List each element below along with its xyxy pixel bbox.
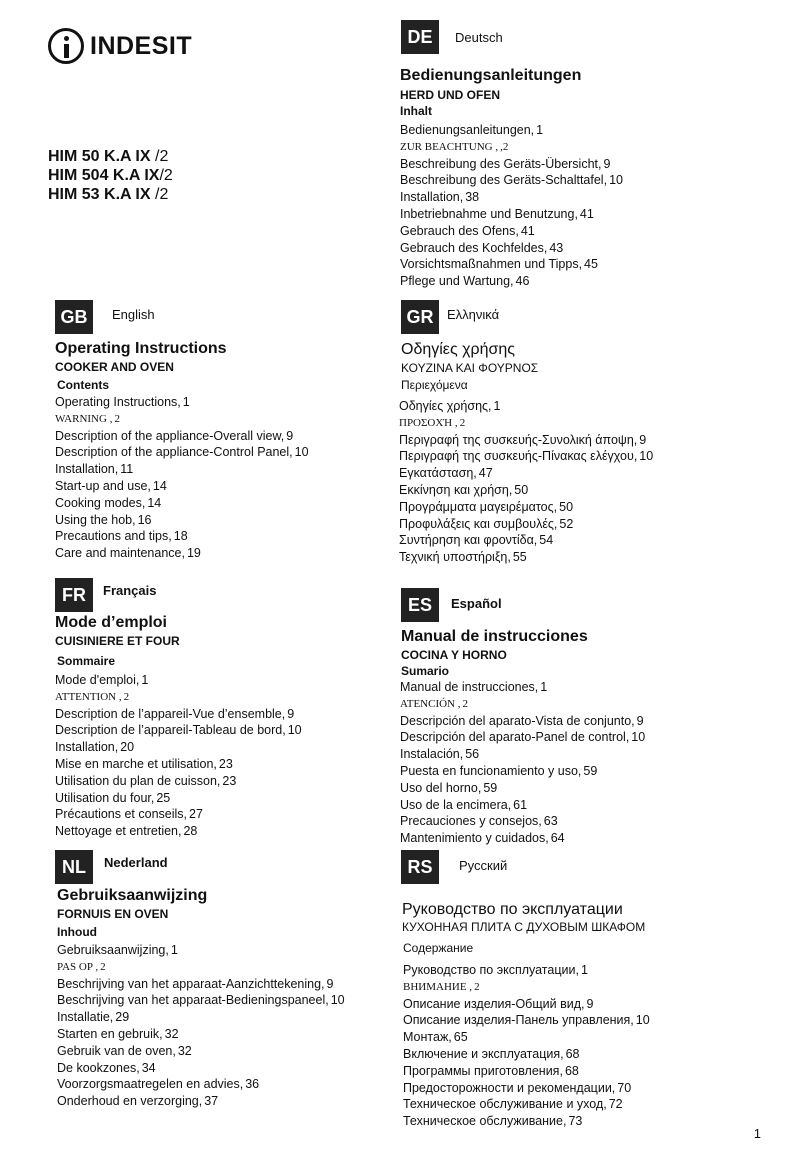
contents-item (55, 806, 302, 823)
item-label: Bedienungsanleitungen, (400, 123, 535, 137)
contents-item (57, 1060, 345, 1077)
contents-item (57, 1093, 345, 1110)
item-page-number: 28 (183, 824, 198, 839)
contents-item (55, 428, 309, 445)
contents-heading: Contents (57, 378, 109, 392)
item-page-number: 63 (543, 814, 558, 829)
item-label: Mise en marche et utilisation, (55, 756, 217, 771)
item-page-number: 59 (583, 763, 598, 778)
item-label: Onderhoud en verzorging, (57, 1094, 203, 1109)
item-page-number: 10 (294, 445, 309, 460)
item-label: Gebruiksaanwijzing, (57, 943, 169, 957)
item-label: Εγκατάσταση, (399, 466, 477, 481)
model-list (48, 147, 173, 204)
contents-item (400, 746, 645, 763)
item-page-number: 10 (639, 449, 654, 464)
item-page-number: 41 (520, 223, 535, 238)
contents-item (55, 528, 309, 545)
model-line: HIM 504 K.A IX/2 (48, 167, 173, 184)
contents-item (55, 689, 302, 706)
contents-item (55, 756, 302, 773)
item-page-number: 25 (156, 790, 171, 805)
item-page-number: 16 (137, 512, 152, 527)
language-name: Ελληνικά (447, 307, 500, 322)
contents-item (57, 942, 345, 959)
contents-item (400, 172, 623, 189)
contents-item (403, 1063, 650, 1080)
contents-item (55, 823, 302, 840)
contents-item (55, 512, 309, 529)
contents-item (57, 1076, 345, 1093)
item-page-number: 56 (465, 747, 480, 762)
item-label: Gebrauch des Kochfeldes, (400, 240, 548, 255)
section-subtitle: COOKER AND OVEN (55, 360, 174, 374)
item-page-number: 46 (515, 274, 530, 289)
item-page-number: 32 (177, 1043, 192, 1058)
item-page-number: 70 (617, 1080, 632, 1095)
item-label: Description de l’appareil-Vue d’ensemble, (55, 706, 286, 721)
item-page-number: 32 (164, 1026, 179, 1041)
contents-item (399, 398, 653, 415)
item-label: Pflege und Wartung, (400, 274, 514, 289)
item-label: Οδηγίες χρήσης, (399, 399, 492, 413)
item-label: Προφυλάξεις και συμβουλές, (399, 516, 558, 531)
contents-item (400, 729, 645, 746)
item-label: Mode d'emploi, (55, 673, 140, 687)
item-label: Precauciones y consejos, (400, 814, 542, 829)
item-page-number: 41 (579, 206, 594, 221)
contents-item (403, 996, 650, 1013)
item-label: Operating Instructions, (55, 395, 181, 409)
item-page-number: 9 (603, 156, 611, 171)
item-label: Предосторожности и рекомендации, (403, 1080, 616, 1095)
contents-item (400, 223, 623, 240)
language-code-badge: ES (401, 588, 439, 622)
item-label: Installatie, (57, 1010, 114, 1025)
contents-item (400, 763, 645, 780)
language-name: Français (103, 583, 157, 598)
contents-item (399, 415, 653, 432)
contents-item (403, 962, 650, 979)
contents-item (400, 240, 623, 257)
contents-item (55, 411, 309, 428)
model-line: HIM 50 K.A IX /2 (48, 148, 169, 165)
contents-heading: Inhalt (400, 104, 432, 118)
page-number: 1 (753, 1126, 761, 1141)
contents-item (400, 139, 623, 156)
item-label: Utilisation du plan de cuisson, (55, 773, 221, 788)
item-page-number: 1 (536, 123, 544, 137)
contents-item (57, 1009, 345, 1026)
item-label: ZUR BEACHTUNG , (400, 140, 499, 153)
item-label: Программы приготовления, (403, 1063, 563, 1078)
item-label: Précautions et conseils, (55, 807, 188, 822)
item-page-number: 2 (462, 697, 468, 710)
section-subtitle: CUISINIERE ET FOUR (55, 634, 180, 648)
contents-item (55, 706, 302, 723)
item-page-number: 64 (550, 831, 565, 846)
contents-item (399, 465, 653, 482)
item-page-number: 9 (586, 996, 594, 1011)
brand-name: INDESIT (90, 31, 193, 60)
section-title: Operating Instructions (55, 340, 227, 357)
contents-item (57, 976, 345, 993)
item-page-number: 50 (514, 482, 529, 497)
item-label: Puesta en funcionamiento y uso, (400, 763, 582, 778)
contents-item (400, 679, 645, 696)
item-page-number: 10 (609, 173, 623, 188)
item-label: WARNING , (55, 412, 113, 425)
item-page-number: 19 (186, 546, 201, 561)
contents-item (403, 1113, 650, 1130)
contents-item (55, 461, 309, 478)
item-label: Instalación, (400, 747, 464, 762)
contents-item (55, 672, 302, 689)
item-page-number: 65 (453, 1030, 468, 1045)
item-label: Beschrijving van het apparaat-Aanzichttekening, (57, 976, 325, 991)
item-label: Description of the appliance-Control Panel, (55, 445, 293, 460)
item-page-number: 9 (287, 706, 295, 721)
item-page-number: 50 (559, 499, 574, 514)
contents-item (399, 482, 653, 499)
item-label: Starten en gebruik, (57, 1026, 163, 1041)
contents-item (403, 1096, 650, 1113)
item-label: PAS OP , (57, 960, 99, 973)
item-page-number: 36 (245, 1077, 260, 1092)
item-label: Uso de la encimera, (400, 797, 512, 812)
item-page-number: 9 (639, 432, 647, 447)
item-label: Mantenimiento y cuidados, (400, 831, 549, 846)
item-page-number: 14 (147, 495, 162, 510)
item-page-number: 20 (120, 740, 135, 755)
item-page-number: 47 (478, 466, 493, 481)
item-page-number: 43 (549, 240, 564, 255)
contents-item (400, 813, 645, 830)
item-label: Περιγραφή της συσκευής-Συνολική άποψη, (399, 432, 638, 447)
item-label: Руководство по эксплуатации, (403, 963, 579, 977)
item-label: Utilisation du four, (55, 790, 155, 805)
indesit-logo-icon (48, 28, 84, 64)
contents-list (399, 398, 653, 566)
item-label: Beschrijving van het apparaat-Bedieningspaneel, (57, 993, 329, 1008)
item-page-number: 61 (513, 797, 528, 812)
brand-logo (48, 28, 192, 64)
section-title: Οδηγίες χρήσης (401, 341, 515, 358)
item-page-number: 37 (204, 1094, 219, 1109)
contents-heading: Inhoud (57, 925, 97, 939)
contents-item (57, 992, 345, 1009)
item-page-number: 1 (580, 963, 588, 977)
item-page-number: 55 (512, 550, 527, 565)
item-page-number: 23 (222, 773, 237, 788)
item-label: Описание изделия-Общий вид, (403, 996, 585, 1011)
item-page-number: 2 (114, 412, 120, 425)
contents-list (400, 679, 645, 847)
item-page-number: 59 (483, 780, 498, 795)
item-page-number: 73 (568, 1114, 583, 1129)
item-page-number: 9 (326, 976, 334, 991)
item-page-number: 54 (539, 533, 554, 548)
section-subtitle: FORNUIS EN OVEN (57, 907, 169, 921)
item-page-number: 68 (565, 1046, 580, 1061)
contents-item (400, 156, 623, 173)
contents-item (57, 1043, 345, 1060)
item-page-number: 2 (474, 980, 480, 993)
item-label: Περιγραφή της συσκευής-Πίνακας ελέγχου, (399, 449, 638, 464)
contents-item (400, 713, 645, 730)
item-label: Descripción del aparato-Vista de conjunto, (400, 713, 635, 728)
item-label: Using the hob, (55, 512, 136, 527)
item-label: ΠΡΟΣΟΧΉ , (399, 416, 458, 429)
item-label: Voorzorgsmaatregelen en advies, (57, 1077, 244, 1092)
contents-item (400, 122, 623, 139)
item-label: Техническое обслуживание и уход, (403, 1097, 607, 1112)
contents-item (400, 696, 645, 713)
item-label: Inbetriebnahme und Benutzung, (400, 206, 578, 221)
item-page-number: 14 (152, 478, 167, 493)
item-page-number: 10 (631, 730, 646, 745)
item-label: Προγράμματα μαγειρέματος, (399, 499, 558, 514)
language-code-badge: NL (55, 850, 93, 884)
contents-item (55, 773, 302, 790)
section-subtitle: HERD UND OFEN (400, 88, 501, 102)
item-label: Beschreibung des Geräts-Schalttafel, (400, 173, 608, 188)
item-label: Manual de instrucciones, (400, 680, 539, 694)
contents-item (399, 432, 653, 449)
contents-item (400, 206, 623, 223)
item-page-number: 1 (170, 943, 178, 957)
item-page-number: 34 (141, 1060, 156, 1075)
contents-item (399, 516, 653, 533)
item-label: Cooking modes, (55, 495, 146, 510)
item-label: Монтаж, (403, 1030, 452, 1045)
item-label: ATTENTION , (55, 690, 122, 703)
item-label: Installation, (55, 462, 119, 477)
language-name: English (112, 307, 155, 322)
section-subtitle: КУХОННАЯ ПЛИТА С ДУХОВЫМ ШКАФОМ (402, 920, 646, 934)
item-label: ATENCIÓN , (400, 697, 461, 710)
item-label: Care and maintenance, (55, 546, 185, 561)
contents-heading: Sommaire (57, 654, 116, 668)
item-page-number: 72 (608, 1097, 623, 1112)
item-label: Vorsichtsmaßnahmen und Tipps, (400, 257, 583, 272)
section-title: Bedienungsanleitungen (400, 67, 582, 84)
contents-item (400, 256, 623, 273)
contents-heading: Содержание (403, 941, 474, 955)
item-label: Precautions and tips, (55, 529, 172, 544)
item-label: Nettoyage et entretien, (55, 824, 182, 839)
section-title: Gebruiksaanwijzing (57, 887, 208, 904)
item-label: Installation, (55, 740, 119, 755)
contents-item (400, 273, 623, 290)
language-code-badge: FR (55, 578, 93, 612)
item-page-number: ,2 (500, 140, 509, 153)
contents-list (57, 942, 345, 1110)
model-line: HIM 53 K.A IX /2 (48, 186, 169, 203)
item-label: Εκκίνηση και χρήση, (399, 482, 513, 497)
contents-item (403, 1012, 650, 1029)
contents-item (55, 478, 309, 495)
language-name: Deutsch (455, 30, 503, 45)
item-label: Τεχνική υποστήριξη, (399, 550, 511, 565)
item-label: Описание изделия-Панель управления, (403, 1013, 634, 1028)
item-label: ВНИМАНИЕ , (403, 980, 473, 993)
contents-item (400, 780, 645, 797)
item-label: De kookzones, (57, 1060, 140, 1075)
item-page-number: 1 (540, 680, 548, 694)
item-page-number: 1 (141, 673, 149, 687)
language-name: Español (451, 596, 502, 611)
item-page-number: 2 (100, 960, 106, 973)
contents-heading: Sumario (401, 664, 450, 678)
language-code-badge: GR (401, 300, 439, 334)
section-title: Mode d’emploi (55, 614, 167, 631)
item-page-number: 23 (218, 756, 233, 771)
item-page-number: 45 (584, 257, 598, 272)
contents-item (57, 1026, 345, 1043)
item-page-number: 1 (182, 395, 190, 409)
contents-heading: Περιεχόμενα (401, 378, 468, 392)
language-code-badge: GB (55, 300, 93, 334)
contents-item (55, 444, 309, 461)
item-page-number: 10 (330, 993, 345, 1008)
item-label: Installation, (400, 190, 464, 205)
contents-list (400, 122, 623, 290)
item-page-number: 2 (459, 416, 466, 429)
item-page-number: 9 (636, 713, 644, 728)
item-label: Beschreibung des Geräts-Übersicht, (400, 156, 602, 171)
contents-list (55, 394, 309, 562)
item-label: Descripción del aparato-Panel de control, (400, 730, 630, 745)
item-page-number: 18 (173, 529, 188, 544)
item-label: Включение и эксплуатация, (403, 1046, 564, 1061)
item-page-number: 9 (286, 428, 294, 443)
contents-item (400, 830, 645, 847)
contents-item (55, 722, 302, 739)
contents-item (403, 979, 650, 996)
contents-item (400, 797, 645, 814)
contents-item (55, 545, 309, 562)
contents-item (55, 739, 302, 756)
language-name: Nederland (104, 855, 168, 870)
item-label: Description of the appliance-Overall view, (55, 428, 285, 443)
item-label: Gebrauch des Ofens, (400, 223, 519, 238)
contents-item (57, 959, 345, 976)
contents-item (400, 189, 623, 206)
contents-item (55, 790, 302, 807)
item-label: Uso del horno, (400, 780, 482, 795)
contents-list (55, 672, 302, 840)
item-page-number: 2 (123, 690, 130, 703)
item-page-number: 38 (465, 190, 480, 205)
item-page-number: 52 (559, 516, 574, 531)
section-title: Manual de instrucciones (401, 628, 588, 645)
item-label: Техническое обслуживание, (403, 1114, 567, 1129)
contents-item (403, 1080, 650, 1097)
item-label: Συντήρηση και φροντίδα, (399, 533, 538, 548)
language-name: Русский (459, 858, 508, 873)
contents-item (399, 448, 653, 465)
item-page-number: 10 (287, 723, 302, 738)
item-page-number: 29 (115, 1010, 130, 1025)
item-page-number: 1 (493, 399, 501, 413)
contents-item (399, 549, 653, 566)
contents-item (55, 394, 309, 411)
contents-item (399, 532, 653, 549)
language-code-badge: RS (401, 850, 439, 884)
contents-item (55, 495, 309, 512)
contents-item (403, 1029, 650, 1046)
section-title: Руководство по эксплуатации (402, 901, 623, 918)
item-page-number: 27 (189, 807, 203, 822)
contents-list (403, 962, 650, 1130)
language-code-badge: DE (401, 20, 439, 54)
item-page-number: 10 (635, 1013, 650, 1028)
section-subtitle: ΚΟΥΖΙΝΑ ΚΑΙ ΦΟΥΡΝΟΣ (401, 361, 539, 375)
item-page-number: 11 (120, 462, 134, 477)
item-page-number: 68 (564, 1063, 579, 1078)
section-subtitle: COCINA Y HORNO (401, 648, 507, 662)
item-label: Description de l’appareil-Tableau de bord, (55, 723, 286, 738)
contents-item (399, 499, 653, 516)
item-label: Gebruik van de oven, (57, 1043, 176, 1058)
contents-item (403, 1046, 650, 1063)
item-label: Start-up and use, (55, 478, 151, 493)
